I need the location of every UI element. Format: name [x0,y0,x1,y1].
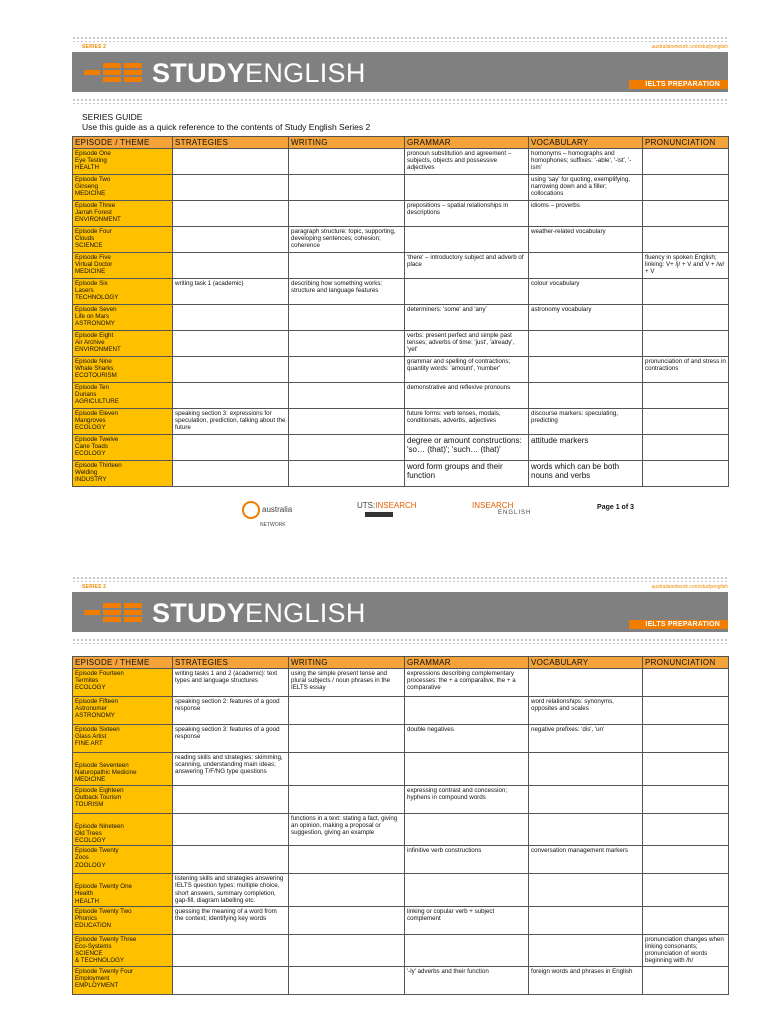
writing-cell [289,357,405,383]
table-row [73,966,729,994]
pronunciation-cell [643,409,729,435]
episode-cell [73,435,173,461]
episode-theme: Mangroves [75,417,106,425]
table-row [73,201,729,227]
episode-theme: ENVIRONMENT [75,346,121,354]
page-two [72,576,728,995]
episode-theme: MEDICINE [75,776,106,784]
episode-theme: EMPLOYMENT [75,982,119,990]
episode-theme: INDUSTRY [75,476,107,484]
pronunciation-cell: pronunciation of and stress in contractions [643,357,729,383]
table-row [73,331,729,357]
episode-cell [73,409,173,435]
episode-theme: Zoos [75,854,89,862]
episode-number: Episode Nineteen [75,822,124,830]
episode-theme: Cane Toads [75,443,108,451]
strategies-cell: speaking section 2: features of a good response [173,697,289,725]
series-guide-table-1 [72,136,729,487]
episode-number: Episode Seventeen [75,762,129,769]
top-strip [72,42,728,52]
grammar-cell [405,697,529,725]
grammar-cell: word form groups and their function [405,461,529,487]
writing-cell [289,785,405,813]
episode-theme: Eye Testing [75,157,107,165]
pronunciation-cell [643,305,729,331]
pronunciation-cell [643,813,729,846]
table-row [73,785,729,813]
grammar-cell: verbs: present perfect and simple past tenses; adverbs of time: 'just', 'already', 'yet' [405,331,529,357]
episode-theme: Health [75,890,93,898]
episode-cell [73,697,173,725]
episode-number: Episode Two [75,176,111,183]
episode-theme: EDUCATION [75,922,111,930]
strategies-cell: writing task 1 (academic) [173,279,289,305]
writing-cell [289,253,405,279]
grammar-cell [405,934,529,966]
brand-title: STUDYENGLISH [152,58,366,88]
writing-cell [289,846,405,874]
grammar-cell: expressions describing complementary processes: the + a comparative, the + a comparative [405,669,529,697]
episode-number: Episode Three [75,202,116,209]
episode-cell [73,669,173,697]
writing-cell [289,435,405,461]
episode-number: Episode Twenty One [75,883,132,891]
pronunciation-cell [643,279,729,305]
episode-theme: ECOTOURISM [75,372,117,380]
pronunciation-cell [643,906,729,934]
vocabulary-cell: discourse markers: speculating, predicting [529,409,643,435]
writing-cell [289,201,405,227]
episode-theme: ECOLOGY [75,450,106,458]
episode-number: Episode Six [75,280,108,287]
grammar-cell: expressing contrast and concession; hyphens in compound words [405,785,529,813]
strategies-cell [173,253,289,279]
episode-theme: Whale Sharks [75,365,114,373]
episode-number: Episode Fifteen [75,698,118,705]
table-row [73,934,729,966]
pronunciation-cell [643,846,729,874]
site-url[interactable]: australianetwork.com/studyenglish [651,584,728,590]
strategies-cell [173,305,289,331]
episode-cell [73,201,173,227]
writing-cell [289,409,405,435]
episode-cell [73,753,173,786]
dotted-rule [72,638,728,644]
episode-number: Episode Seven [75,306,117,313]
grammar-cell: grammar and spelling of contractions; quantity words: 'amount', 'number' [405,357,529,383]
writing-cell [289,305,405,331]
episode-theme: Astronomer [75,705,107,713]
episode-number: Episode Twenty Three [75,935,137,943]
table-row [73,409,729,435]
strategies-cell [173,461,289,487]
series-label: SERIES 2 [82,584,107,590]
table-row [73,461,729,487]
column-header: EPISODE / THEME [73,137,173,149]
grammar-cell: linking or copular verb + subject complement [405,906,529,934]
pronunciation-cell [643,874,729,907]
study-english-logo-icon [84,63,144,83]
episode-theme: Termites [75,677,99,685]
table-row [73,357,729,383]
writing-cell [289,461,405,487]
episode-theme: SCIENCE [75,242,103,250]
strategies-cell [173,227,289,253]
episode-theme: TECHNOLOGY [75,294,119,302]
pronunciation-cell: fluency in spoken English; linking: V+ /j/ + V and V + /w/ + V [643,253,729,279]
vocabulary-cell: conversation management markers [529,846,643,874]
episode-number: Episode Twenty Two [75,907,132,915]
grammar-cell: determiners: 'some' and 'any' [405,305,529,331]
episode-number: Episode Ten [75,384,109,391]
vocabulary-cell [529,669,643,697]
column-header: WRITING [289,137,405,149]
table-row [73,383,729,409]
column-header: STRATEGIES [173,137,289,149]
episode-number: Episode Five [75,254,111,261]
strategies-cell [173,934,289,966]
pronunciation-cell [643,725,729,753]
strategies-cell: speaking section 3: features of a good response [173,725,289,753]
footer [72,497,728,527]
writing-cell: using the simple present tense and plural subjects / noun phrases in the IELTS essay [289,669,405,697]
grammar-cell [405,753,529,786]
episode-cell [73,725,173,753]
episode-theme: & TECHNOLOGY [75,957,125,965]
episode-theme: ECOLOGY [75,424,106,432]
episode-number: Episode Eight [75,332,114,339]
episode-number: Episode Nine [75,358,112,365]
vocabulary-cell [529,753,643,786]
vocabulary-cell [529,253,643,279]
grammar-cell: 'there' – introductory subject and adverb of place [405,253,529,279]
vocabulary-cell: homonyms – homographs and homophones; suffixes: '-able', '-ist', '-ism' [529,149,643,175]
guide-subtitle: Use this guide as a quick reference to the contents of Study English Series 2 [82,122,371,132]
grammar-cell [405,813,529,846]
grammar-cell [405,279,529,305]
strategies-cell [173,813,289,846]
grammar-cell: future forms: verb tenses, modals, conditionals, adverbs, adjectives [405,409,529,435]
episode-theme: Ginseng [75,183,99,191]
table-row [73,305,729,331]
vocabulary-cell: colour vocabulary [529,279,643,305]
pronunciation-cell [643,435,729,461]
episode-number: Episode Eleven [75,410,118,417]
episode-theme: Durians [75,391,97,399]
episode-cell [73,357,173,383]
writing-cell [289,753,405,786]
writing-cell [289,175,405,201]
strategies-cell: reading skills and strategies: skimming, scanning, understanding main ideas; answering T/F/NG type questions [173,753,289,786]
vocabulary-cell [529,906,643,934]
writing-cell [289,725,405,753]
strategies-cell [173,435,289,461]
episode-theme: Naturopathic Medicine [75,769,137,777]
episode-theme: MEDICINE [75,190,106,198]
writing-cell [289,874,405,907]
pronunciation-cell [643,175,729,201]
episode-cell [73,874,173,907]
vocabulary-cell [529,785,643,813]
pronunciation-cell [643,149,729,175]
column-header: WRITING [289,657,405,669]
insearch-bar-icon [365,512,393,517]
episode-theme: ENVIRONMENT [75,216,121,224]
table-row [73,874,729,907]
page-one [72,36,728,527]
episode-theme: Employment [75,974,110,982]
writing-cell [289,383,405,409]
vocabulary-cell: astronomy vocabulary [529,305,643,331]
writing-cell: describing how something works: structure and language features [289,279,405,305]
ielts-tag: IELTS PREPARATION [629,620,728,629]
grammar-cell: double negatives [405,725,529,753]
grammar-cell: prepositions – spatial relationships in descriptions [405,201,529,227]
vocabulary-cell: using 'say' for quoting, exemplifying, narrowing down and a filler; collocations [529,175,643,201]
strategies-cell [173,966,289,994]
vocabulary-cell [529,874,643,907]
episode-number: Episode Thirteen [75,462,122,469]
strategies-cell: speaking section 3: expressions for speculation, prediction, talking about the future [173,409,289,435]
episode-theme: Lasers [75,287,94,295]
ielts-tag: IELTS PREPARATION [629,80,728,89]
episode-number: Episode Eighteen [75,786,124,794]
grammar-cell [405,874,529,907]
episode-theme: ECOLOGY [75,684,106,692]
pronunciation-cell [643,785,729,813]
episode-theme: FINE ART [75,740,103,748]
episode-theme: ZOOLOGY [75,861,106,869]
strategies-cell [173,175,289,201]
table-row [73,227,729,253]
episode-theme: SCIENCE [75,950,103,958]
strategies-cell [173,357,289,383]
vocabulary-cell: word relationships: synonyms, opposites and scales [529,697,643,725]
pronunciation-cell [643,227,729,253]
episode-theme: TOURISM [75,801,104,809]
column-header: GRAMMAR [405,137,529,149]
column-header: EPISODE / THEME [73,657,173,669]
episode-cell [73,383,173,409]
strategies-cell [173,201,289,227]
vocabulary-cell: negative prefixes: 'dis', 'un' [529,725,643,753]
page-number: Page 1 of 3 [597,504,634,511]
column-header: VOCABULARY [529,657,643,669]
pronunciation-cell [643,383,729,409]
table-row [73,813,729,846]
episode-theme: HEALTH [75,164,99,172]
writing-cell [289,906,405,934]
episode-number: Episode Twenty Four [75,967,134,975]
strategies-cell [173,149,289,175]
pronunciation-cell [643,201,729,227]
writing-cell [289,331,405,357]
grammar-cell: pronoun substitution and agreement – subjects, objects and possessive adjectives [405,149,529,175]
episode-theme: Glass Artist [75,733,107,741]
australia-network-logo: australia NETWORK [242,501,292,528]
grammar-cell [405,227,529,253]
vocabulary-cell [529,357,643,383]
strategies-cell: guessing the meaning of a word from the context; identifying key words [173,906,289,934]
strategies-cell: writing tasks 1 and 2 (academic): text types and language structures [173,669,289,697]
strategies-cell [173,785,289,813]
table-row [73,435,729,461]
episode-cell [73,149,173,175]
writing-cell: functions in a text: stating a fact, giving an opinion, making a proposal or suggestion, giving an example [289,813,405,846]
episode-theme: Virtual Doctor [75,261,113,269]
site-url[interactable]: australianetwork.com/studyenglish [651,44,728,50]
vocabulary-cell [529,383,643,409]
grammar-cell: '-ly' adverbs and their function [405,966,529,994]
table-row [73,279,729,305]
episode-cell [73,461,173,487]
grammar-cell: infinitive verb constructions [405,846,529,874]
episode-cell [73,966,173,994]
column-header: VOCABULARY [529,137,643,149]
episode-theme: ASTRONOMY [75,320,115,328]
episode-theme: Jarrah Forest [75,209,112,217]
episode-number: Episode Twenty [75,847,119,855]
vocabulary-cell [529,813,643,846]
episode-number: Episode Fourteen [75,670,124,677]
episode-cell [73,175,173,201]
episode-theme: ECOLOGY [75,837,106,845]
grammar-cell: degree or amount constructions: 'so… (that)'; 'such… (that)' [405,435,529,461]
table-row [73,149,729,175]
series-guide-intro [82,112,728,132]
vocabulary-cell: words which can be both nouns and verbs [529,461,643,487]
vocabulary-cell: foreign words and phrases in English [529,966,643,994]
episode-theme: MEDICINE [75,268,106,276]
australia-network-circle-icon [242,501,260,519]
episode-theme: Welding [75,469,98,477]
vocabulary-cell [529,331,643,357]
table-row [73,725,729,753]
insearch-english-logo: INSEARCH ENGLISH [472,501,532,516]
episode-theme: ASTRONOMY [75,712,115,720]
vocabulary-cell: weather-related vocabulary [529,227,643,253]
episode-cell [73,331,173,357]
grammar-cell [405,175,529,201]
pronunciation-cell: pronunciation changes when linking consonants; pronunciation of words beginning with /h/ [643,934,729,966]
episode-cell [73,846,173,874]
brand-title: STUDYENGLISH [152,598,366,628]
grammar-cell: demonstrative and reflexive pronouns [405,383,529,409]
episode-cell [73,305,173,331]
episode-number: Episode Four [75,228,112,235]
writing-cell: paragraph structure: topic, supporting, developing sentences; cohesion; coherence [289,227,405,253]
episode-cell [73,785,173,813]
column-header: GRAMMAR [405,657,529,669]
column-header: PRONUNCIATION [643,657,729,669]
strategies-cell [173,331,289,357]
pronunciation-cell [643,697,729,725]
writing-cell [289,934,405,966]
study-english-logo-icon [84,603,144,623]
table-row [73,906,729,934]
strategies-cell [173,846,289,874]
table-row [73,697,729,725]
episode-cell [73,934,173,966]
episode-cell [73,279,173,305]
episode-theme: Phonics [75,915,98,923]
series-guide-table-2 [72,656,729,995]
episode-theme: Life on Mars [75,313,110,321]
series-label: SERIES 2 [82,44,107,50]
episode-theme: HEALTH [75,897,99,905]
vocabulary-cell: attitude markers [529,435,643,461]
table-row [73,753,729,786]
episode-cell [73,906,173,934]
pronunciation-cell [643,461,729,487]
episode-number: Episode One [75,150,111,157]
guide-title: SERIES GUIDE [82,112,143,122]
strategies-cell: listening skills and strategies answering IELTS question types: multiple choice, short answers, summary completion, gap-fill, diagram labelling etc. [173,874,289,907]
column-header: STRATEGIES [173,657,289,669]
table-row [73,669,729,697]
table-row [73,846,729,874]
uts-insearch-logo: UTS:INSEARCH [357,501,417,517]
episode-number: Episode Sixteen [75,726,120,733]
vocabulary-cell: idioms – proverbs [529,201,643,227]
episode-theme: AGRICULTURE [75,398,119,406]
episode-number: Episode Twelve [75,436,119,443]
column-header: PRONUNCIATION [643,137,729,149]
episode-cell [73,813,173,846]
writing-cell [289,966,405,994]
episode-cell [73,227,173,253]
writing-cell [289,149,405,175]
pronunciation-cell [643,966,729,994]
table-row [73,253,729,279]
strategies-cell [173,383,289,409]
pronunciation-cell [643,331,729,357]
writing-cell [289,697,405,725]
vocabulary-cell [529,934,643,966]
episode-theme: Clouds [75,235,95,243]
top-strip [72,582,728,592]
pronunciation-cell [643,753,729,786]
dotted-rule [72,98,728,104]
episode-theme: Eco-Systems [75,943,112,951]
episode-cell [73,253,173,279]
episode-theme: Old Trees [75,829,102,837]
pronunciation-cell [643,669,729,697]
episode-theme: Outback Tourism [75,793,122,801]
episode-theme: Air Archive [75,339,105,347]
table-row [73,175,729,201]
